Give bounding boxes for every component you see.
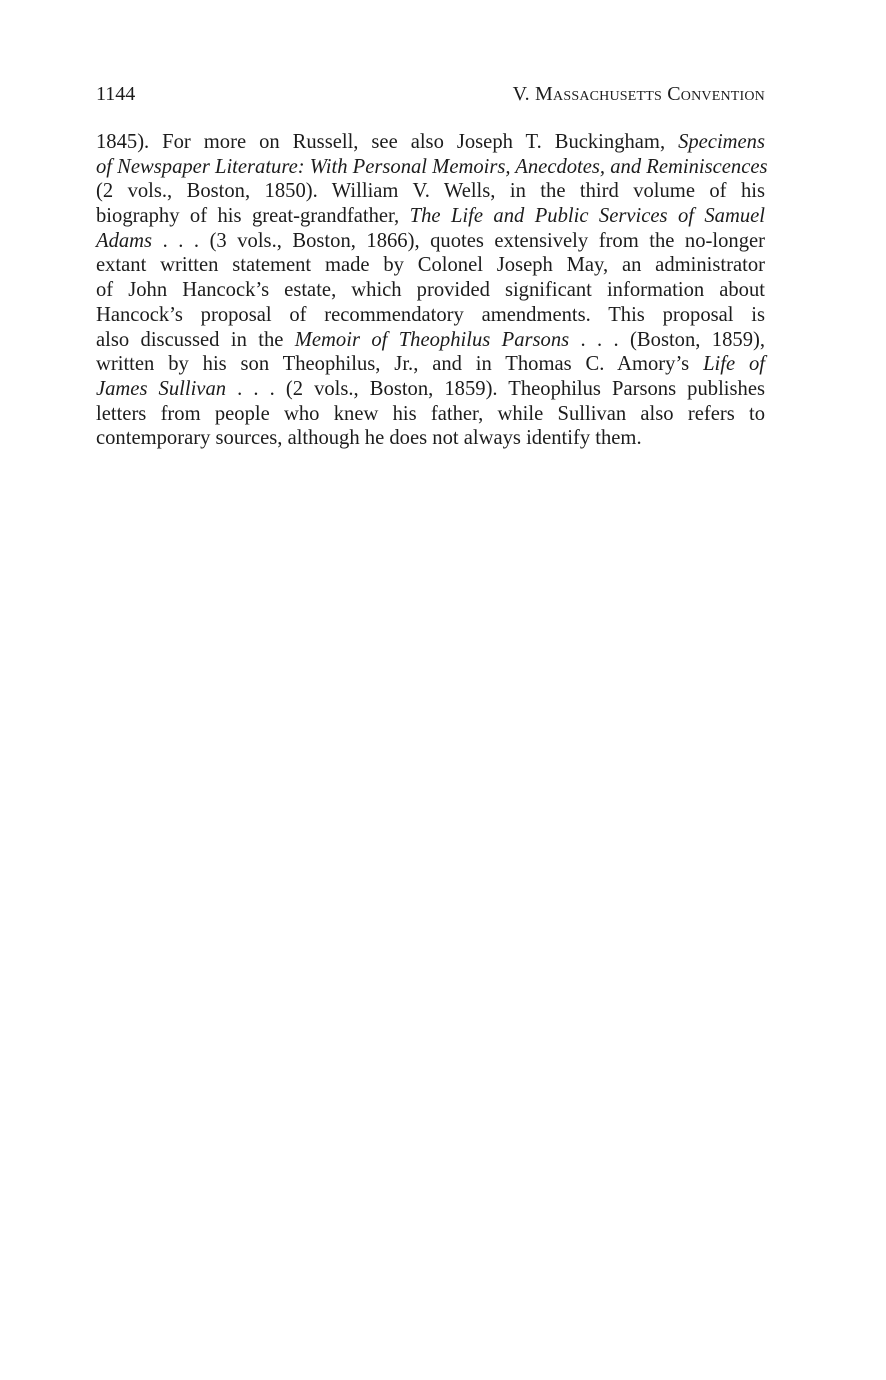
- text-line: [96, 229, 765, 254]
- body-text-run: . . . (2 vols., Boston, 1859). Theophilus Parsons publishes: [226, 377, 765, 400]
- text-line: [96, 278, 765, 303]
- body-text-run: extant written statement made by Colonel Joseph May, an administrator: [96, 254, 765, 277]
- body-paragraph: [96, 130, 768, 451]
- text-line: [96, 303, 765, 328]
- text-line: [96, 377, 765, 402]
- italic-title-text: The Life and Public Services of Samuel: [409, 205, 766, 228]
- text-line: [96, 352, 765, 377]
- page-number: 1144: [96, 83, 136, 105]
- text-line: [96, 328, 765, 353]
- body-text-run: (2 vols., Boston, 1850). William V. Wells, in the third volume of his: [96, 180, 765, 203]
- body-text-run: Hancock’s proposal of recommendatory amendments. This proposal is: [96, 303, 765, 326]
- text-line: [96, 155, 768, 180]
- body-text-run: . . . (3 vols., Boston, 1866), quotes extensively from the no-longer: [152, 229, 765, 252]
- italic-title-text: of Newspaper Literature: With Personal Memoirs, Anecdotes, and Reminiscences: [96, 155, 768, 178]
- body-text-run: also discussed in the: [96, 328, 295, 351]
- text-line: [96, 130, 765, 155]
- text-line: [96, 426, 765, 451]
- text-line: [96, 204, 765, 229]
- text-line: [96, 179, 765, 204]
- body-text-run: biography of his great-grandfather,: [96, 205, 410, 228]
- text-line: [96, 402, 765, 427]
- body-text-run: letters from people who knew his father, while Sullivan also refers to: [96, 402, 765, 425]
- text-line: [96, 253, 765, 278]
- italic-title-text: Specimens: [678, 131, 765, 153]
- body-text-run: 1845). For more on Russell, see also Joseph T. Buckingham,: [96, 131, 679, 153]
- italic-title-text: James Sullivan: [96, 377, 227, 400]
- italic-title-text: Life of: [703, 353, 765, 376]
- italic-title-text: Memoir of Theophilus Parsons: [294, 328, 570, 351]
- section-title: V. Massachusetts Convention: [512, 83, 765, 105]
- body-text-run: . . . (Boston, 1859),: [569, 328, 765, 351]
- italic-title-text: Adams: [96, 229, 153, 252]
- body-text-run: of John Hancock’s estate, which provided significant information about: [96, 279, 765, 302]
- body-text-run: contemporary sources, although he does not always identify them.: [96, 427, 642, 450]
- running-head: [96, 80, 765, 108]
- body-text-run: written by his son Theophilus, Jr., and in Thomas C. Amory’s: [96, 353, 704, 376]
